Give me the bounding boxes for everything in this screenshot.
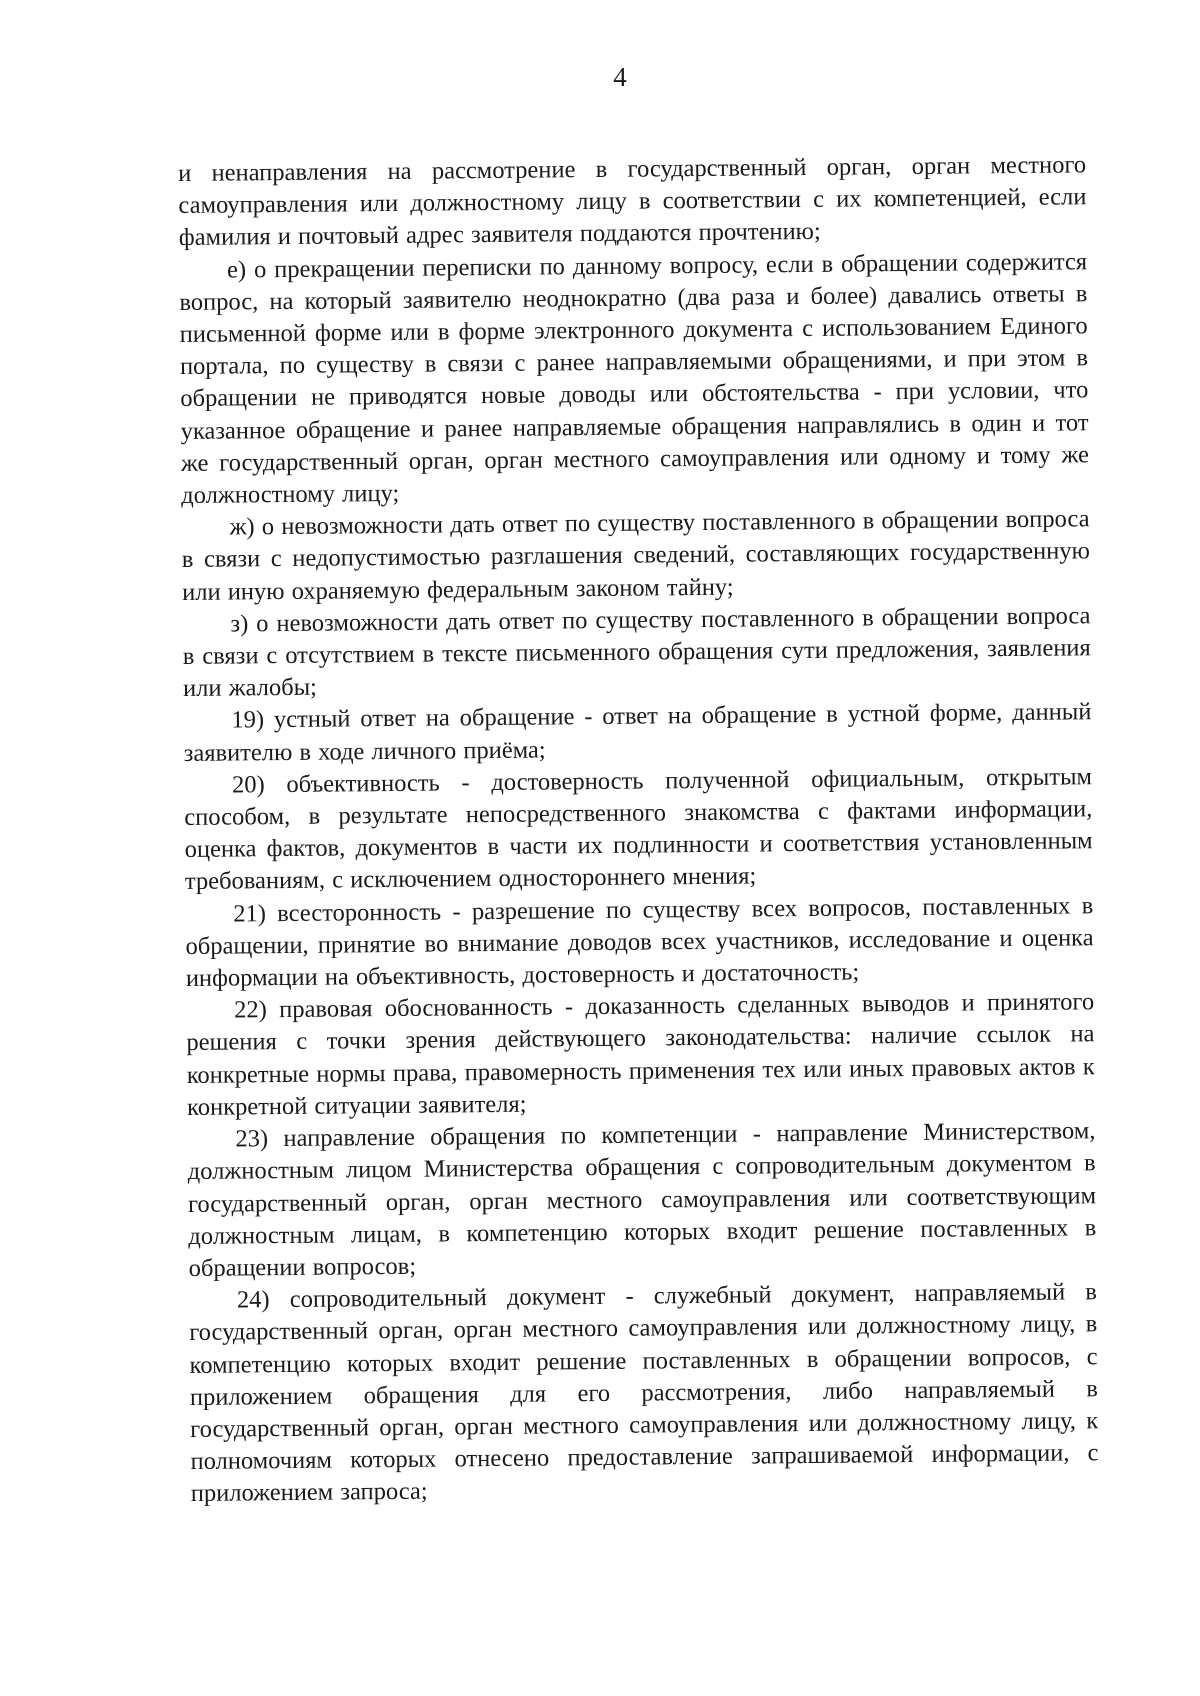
paragraph-item-zh: ж) о невозможности дать ответ по существу поставленного в обращении вопроса в связи с недопустимостью разглашения сведений, составляющих государственную или иную охраняемую федеральным законом тайну; [181,505,1090,606]
document-body [178,149,1099,1510]
paragraph-item-22: 22) правовая обоснованность - доказанность сделанных выводов и принятого решения с точки зрения действующего законодательства: наличие ссылок на конкретные нормы права, правомерность применения тех или иных правовых актов к конкретной ситуации заявителя; [186,988,1095,1121]
paragraph-continuation: и ненаправления на рассмотрение в государственный орган, орган местного самоуправления или должностному лицу в соответствии с их компетенцией, если фамилия и почтовый адрес заявителя поддаются прочтению; [178,151,1087,252]
paragraph-item-20: 20) объективность - достоверность полученной официальным, открытым способом, в результате непосредственного знакомства с фактами информации, оценка фактов, документов в части их подлинности и соответствия установленным требованиям, с исключением одностороннего мнения; [184,763,1093,896]
paragraph-item-z: з) о невозможности дать ответ по существу поставленного в обращении вопроса в связи с отсутствием в тексте письменного обращения сути предложения, заявления или жалобы; [182,602,1091,703]
paragraph-item-19: 19) устный ответ на обращение - ответ на обращение в устной форме, данный заявителю в ходе личного приёма; [183,698,1092,767]
paragraph-item-21: 21) всесторонность - разрешение по существу всех вопросов, поставленных в обращении, принятие во внимание доводов всех участников, исследование и оценка информации на объективность, достоверность и достаточность; [185,891,1094,993]
paragraph-item-e: е) о прекращении переписки по данному вопросу, если в обращении содержится вопрос, на который заявителю неоднократно (два раза и более) давались ответы в письменной форме или в форме электронного документа с использованием Единого портала, по существу в связи с ранее направляемыми обращениями, и при этом в обращении не приводятся новые доводы или обстоятельства - при условии, что указанное обращение и ранее направляемые обращения направлялись в один и тот же государственный орган, орган местного самоуправления или одному и тому же должностному лицу; [179,247,1090,510]
paragraph-item-24: 24) сопроводительный документ - служебный документ, направляемый в государственный орган, орган местного самоуправления или должностному лицу, в компетенцию которых входит решение поставленных в обращении вопросов, с приложением обращения для его рассмотрения, либо направляемый в государственный орган, орган местного самоуправления или должностному лицу, к полномочиям которых отнесено предоставление запрашиваемой информации, с приложением запроса; [189,1278,1099,1508]
page-number: 4 [613,62,627,92]
paragraph-item-23: 23) направление обращения по компетенции - направление Министерством, должностным лицом Министерства обращения с сопроводительным документом в государственный орган, орган местного самоуправления или соответствующим должностным лицам, в компетенцию которых входит решение поставленных в обращении вопросов; [187,1117,1097,1282]
